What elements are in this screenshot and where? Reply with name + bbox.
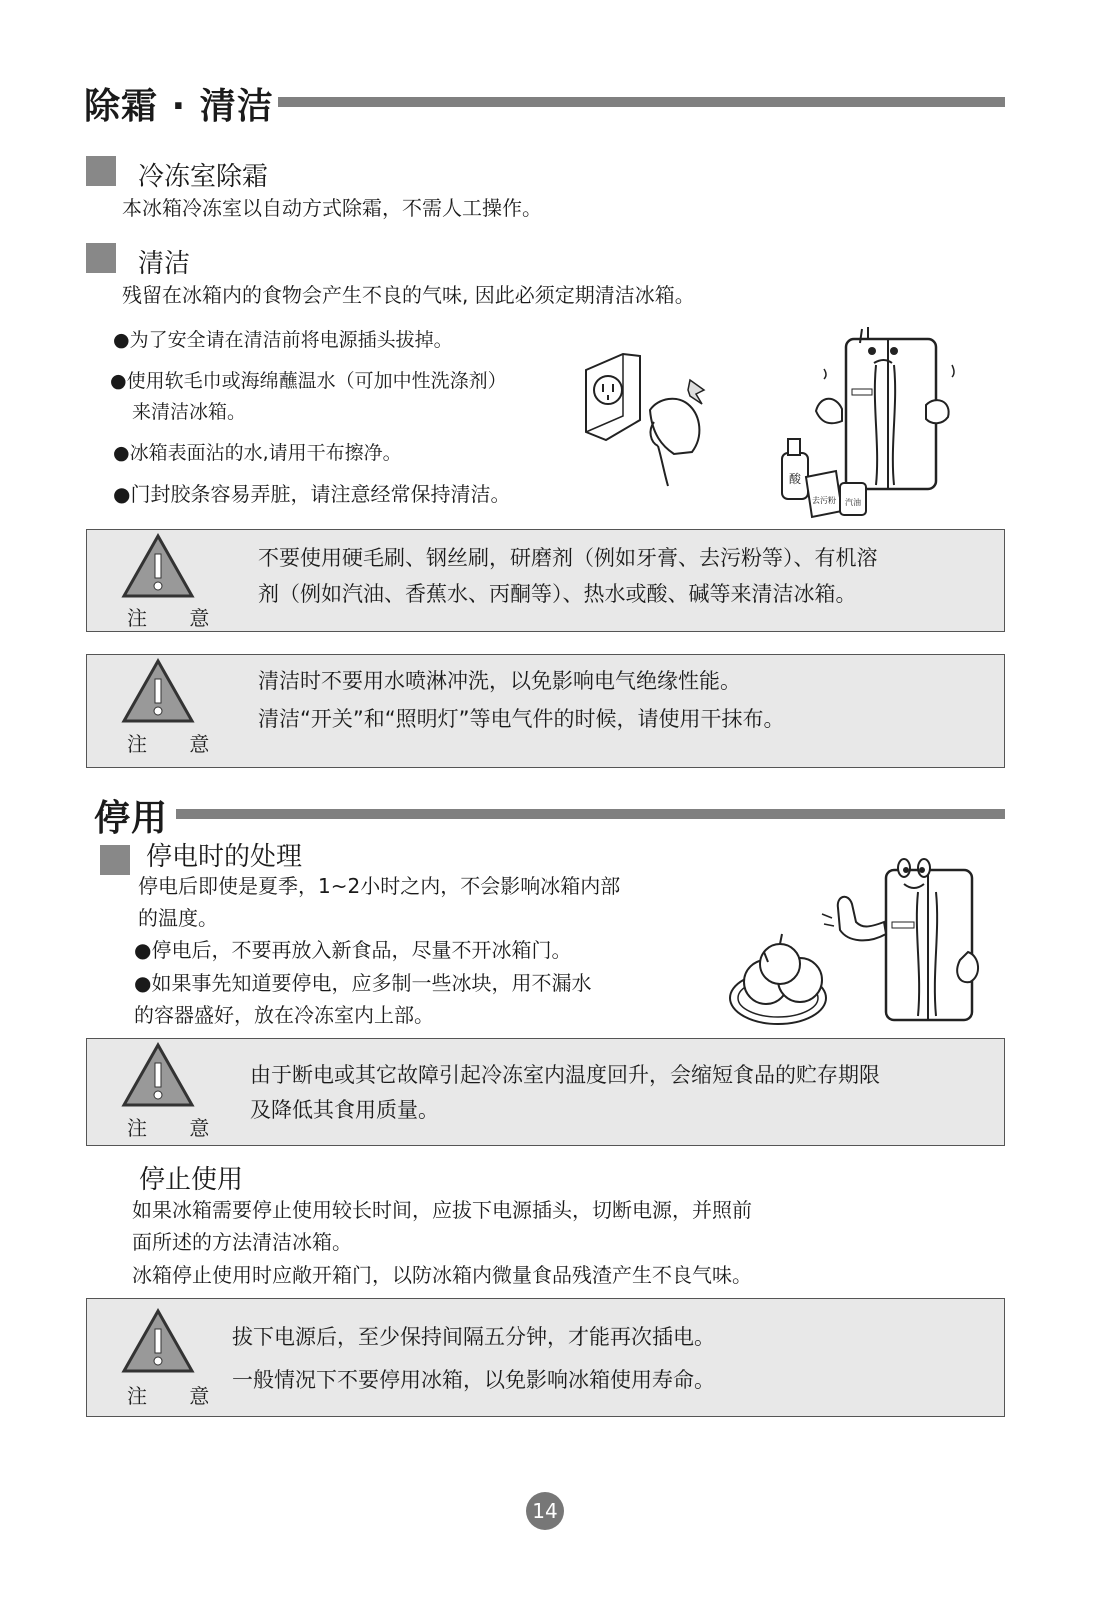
cleaning-bullet: ●使用软毛巾或海绵蘸温水（可加中性洗涤剂）	[110, 370, 507, 392]
warning-1-line: 不要使用硬毛刷、钢丝刷，研磨剂（例如牙膏、去污粉等）、有机溶	[258, 546, 878, 570]
cleaning-bullet: ●为了安全请在清洁前将电源插头拔掉。	[113, 329, 453, 351]
notice-label: 注 意	[127, 1116, 228, 1140]
page-number: 14	[526, 1492, 564, 1530]
fridge-apples-illustration	[728, 852, 988, 1032]
warning-triangle-icon	[120, 1307, 196, 1375]
warning-2-line: 清洁时不要用水喷淋冲洗，以免影响电气绝缘性能。	[258, 669, 741, 693]
heading-marker	[86, 243, 116, 273]
cleaning-bullet: ●门封胶条容易弄脏，请注意经常保持清洁。	[113, 482, 511, 506]
unplug-illustration	[578, 350, 718, 490]
warning-triangle-icon	[120, 532, 196, 600]
notice-label: 注 意	[127, 1384, 228, 1408]
freezer-defrost-text: 本冰箱冷冻室以自动方式除霜，不需人工操作。	[122, 196, 542, 220]
stop-use-line: 面所述的方法清洁冰箱。	[132, 1230, 352, 1254]
power-outage-line: ●如果事先知道要停电，应多制一些冰块，用不漏水	[134, 971, 592, 995]
section-title-defrost-clean: 除霜 · 清洁	[84, 86, 274, 127]
notice-label: 注 意	[127, 732, 228, 756]
power-outage-line: 的容器盛好，放在冷冻室内上部。	[134, 1003, 434, 1027]
heading-marker	[86, 156, 116, 186]
notice-label: 注 意	[127, 606, 228, 630]
power-outage-line: ●停电后，不要再放入新食品，尽量不开冰箱门。	[134, 938, 572, 962]
cleaning-intro: 残留在冰箱内的食物会产生不良的气味, 因此必须定期清洁冰箱。	[122, 283, 695, 307]
stop-use-line: 冰箱停止使用时应敞开箱门，以防冰箱内微量食品残渣产生不良气味。	[132, 1263, 752, 1287]
fridge-cleaning-illustration	[776, 325, 976, 525]
warning-2-line: 清洁“开关”和“照明灯”等电气件的时候，请使用干抹布。	[258, 707, 785, 731]
heading-cleaning: 清洁	[138, 249, 191, 279]
warning-triangle-icon	[120, 657, 196, 725]
heading-power-outage: 停电时的处理	[146, 842, 303, 872]
section-title-stop-use: 停用	[94, 798, 169, 839]
title-rule	[278, 97, 1005, 107]
heading-stop-use: 停止使用	[139, 1165, 244, 1195]
warning-3-line: 由于断电或其它故障引起冷冻室内温度回升，会缩短食品的贮存期限	[250, 1063, 880, 1087]
gasoline-label: 汽油	[845, 498, 861, 507]
detergent-label: 去污粉	[812, 496, 836, 505]
heading-freezer-defrost: 冷冻室除霜	[138, 162, 269, 192]
warning-3-line: 及降低其食用质量。	[250, 1098, 439, 1122]
power-outage-line: 停电后即使是夏季，1~2小时之内，不会影响冰箱内部	[138, 874, 621, 898]
heading-marker	[100, 845, 130, 875]
warning-1-line: 剂（例如汽油、香蕉水、丙酮等）、热水或酸、碱等来清洁冰箱。	[258, 582, 857, 606]
warning-triangle-icon	[120, 1041, 196, 1109]
title-rule	[176, 809, 1005, 819]
warning-4-line: 一般情况下不要停用冰箱，以免影响冰箱使用寿命。	[232, 1368, 715, 1392]
warning-4-line: 拔下电源后，至少保持间隔五分钟，才能再次插电。	[232, 1325, 715, 1349]
acid-label: 酸	[788, 472, 802, 486]
power-outage-line: 的温度。	[138, 906, 218, 930]
cleaning-bullet: ●冰箱表面沾的水,请用干布擦净。	[113, 442, 402, 464]
cleaning-bullet-cont: 来清洁冰箱。	[132, 401, 247, 423]
stop-use-line: 如果冰箱需要停止使用较长时间，应拔下电源插头，切断电源，并照前	[132, 1198, 752, 1222]
